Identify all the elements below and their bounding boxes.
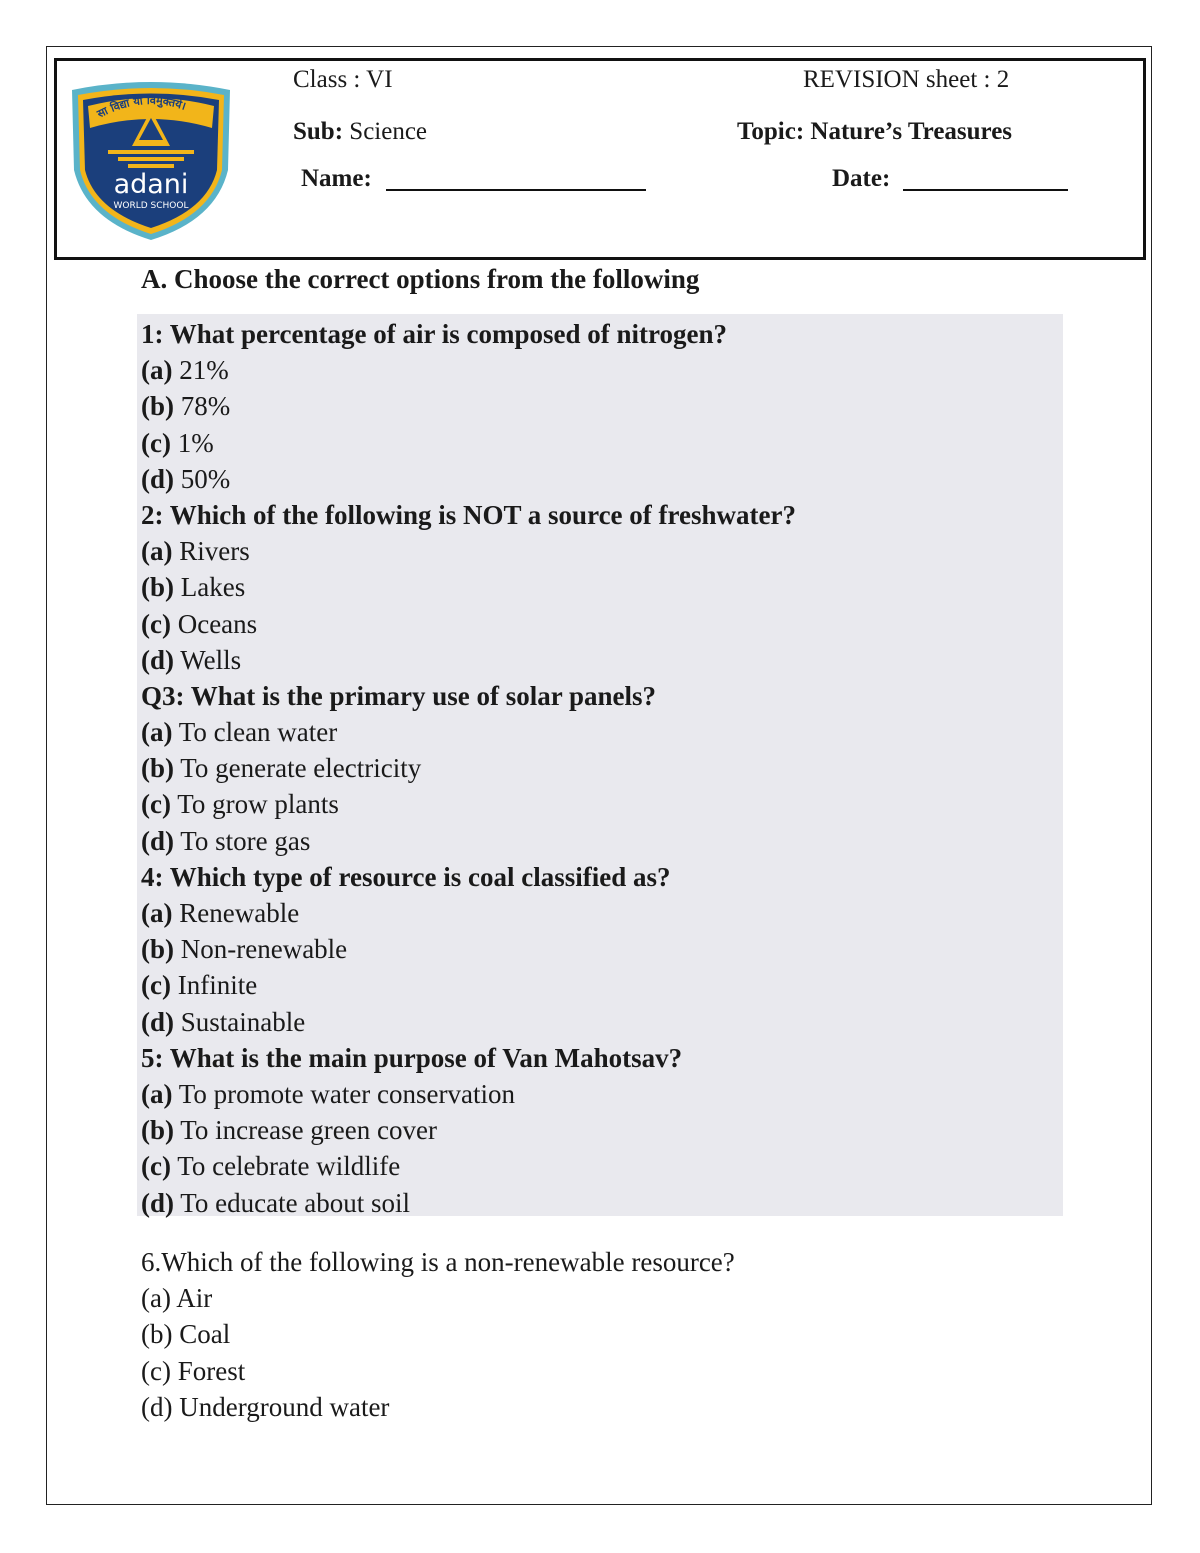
option-text: Oceans — [170, 608, 258, 639]
option-5b — [141, 1112, 796, 1148]
question-4: 4: Which type of resource is coal classified as? — [141, 861, 671, 892]
option-text: To educate about soil — [174, 1187, 411, 1218]
subject-field — [293, 118, 427, 146]
option-3d — [141, 823, 796, 859]
option-4d — [141, 1004, 796, 1040]
class-label: Class : VI — [293, 66, 393, 93]
subject-value: Science — [349, 118, 428, 145]
option-letter: (c) — [141, 608, 171, 639]
option-text: 21% — [172, 355, 229, 386]
logo-name: adani — [113, 169, 189, 200]
option-4c — [141, 967, 796, 1003]
school-logo — [66, 80, 236, 242]
option-letter: (d) — [141, 1006, 174, 1037]
option-5a — [141, 1076, 796, 1112]
option-letter: (d) — [141, 644, 174, 675]
option-5d — [141, 1185, 796, 1221]
option-text: Sustainable — [174, 1006, 306, 1037]
option-5c — [141, 1148, 796, 1184]
option-text: Infinite — [170, 970, 258, 1001]
section-a-title: A. Choose the correct options from the following — [141, 264, 700, 294]
option-3a — [141, 714, 796, 750]
option-letter: (b) — [141, 572, 174, 603]
option-text: To clean water — [172, 717, 338, 748]
option-text: To increase green cover — [174, 1115, 437, 1146]
option-3c — [141, 786, 796, 822]
option-2c — [141, 606, 796, 642]
logo-subtitle: WORLD SCHOOL — [113, 201, 189, 211]
option-1c — [141, 425, 796, 461]
option-letter: (a) — [141, 717, 173, 748]
option-letter: (d) — [141, 1187, 174, 1218]
option-text: Lakes — [174, 572, 246, 603]
date-label: Date: — [832, 165, 891, 192]
option-1a — [141, 352, 796, 388]
question-1: 1: What percentage of air is composed of nitrogen? — [141, 319, 727, 349]
logo-motto: सा विद्या या विमुक्तये। — [95, 93, 188, 121]
section-a-questions — [141, 316, 796, 1221]
option-1d — [141, 461, 796, 497]
option-text: Non-renewable — [174, 934, 348, 965]
option-letter: (c) — [141, 970, 171, 1001]
option-text: Wells — [174, 644, 242, 675]
option-1b — [141, 388, 796, 424]
name-label: Name: — [301, 165, 372, 192]
topic-label: Topic: — [737, 118, 805, 145]
question-3: Q3: What is the primary use of solar panels? — [141, 680, 657, 711]
option-text: To grow plants — [170, 789, 339, 820]
option-letter: (c) — [141, 1151, 171, 1182]
question-6-block — [141, 1244, 735, 1425]
option-text: To celebrate wildlife — [170, 1151, 401, 1182]
option-letter: (a) — [141, 536, 173, 567]
date-blank[interactable] — [903, 189, 1068, 191]
option-letter: (a) — [141, 355, 173, 386]
option-letter: (b) — [141, 391, 174, 422]
option-3b — [141, 750, 796, 786]
option-letter: (d) — [141, 463, 174, 494]
option-letter: (b) — [141, 934, 174, 965]
option-6b: (b) Coal — [141, 1319, 231, 1350]
option-6d: (d) Underground water — [141, 1391, 390, 1422]
name-blank[interactable] — [386, 189, 646, 191]
option-2d — [141, 642, 796, 678]
option-text: To generate electricity — [174, 753, 422, 784]
option-text: To store gas — [174, 825, 311, 856]
option-letter: (d) — [141, 825, 174, 856]
topic-value: Nature’s Treasures — [810, 118, 1013, 145]
option-6c: (c) Forest — [141, 1355, 246, 1386]
option-letter: (b) — [141, 1115, 174, 1146]
option-text: To promote water conservation — [172, 1078, 515, 1109]
subject-label: Sub: — [293, 118, 344, 145]
question-6: 6.Which of the following is a non-renewable resource? — [141, 1247, 735, 1277]
option-text: 78% — [174, 391, 231, 422]
option-text: 50% — [174, 463, 231, 494]
question-5: 5: What is the main purpose of Van Mahotsav? — [141, 1042, 683, 1073]
option-letter: (c) — [141, 427, 171, 458]
option-4a — [141, 895, 796, 931]
topic-field — [737, 118, 1012, 146]
option-text: 1% — [170, 427, 214, 458]
option-6a: (a) Air — [141, 1283, 213, 1314]
option-letter: (b) — [141, 753, 174, 784]
option-2b — [141, 569, 796, 605]
option-letter: (a) — [141, 898, 173, 928]
revision-label: REVISION sheet : 2 — [803, 66, 1010, 93]
option-2a — [141, 533, 796, 569]
option-letter: (a) — [141, 1078, 173, 1109]
option-letter: (c) — [141, 789, 171, 820]
question-2: 2: Which of the following is NOT a source of freshwater? — [141, 499, 796, 530]
option-text: Rivers — [172, 536, 250, 567]
option-text: Renewable — [172, 898, 300, 928]
option-4b — [141, 931, 796, 967]
